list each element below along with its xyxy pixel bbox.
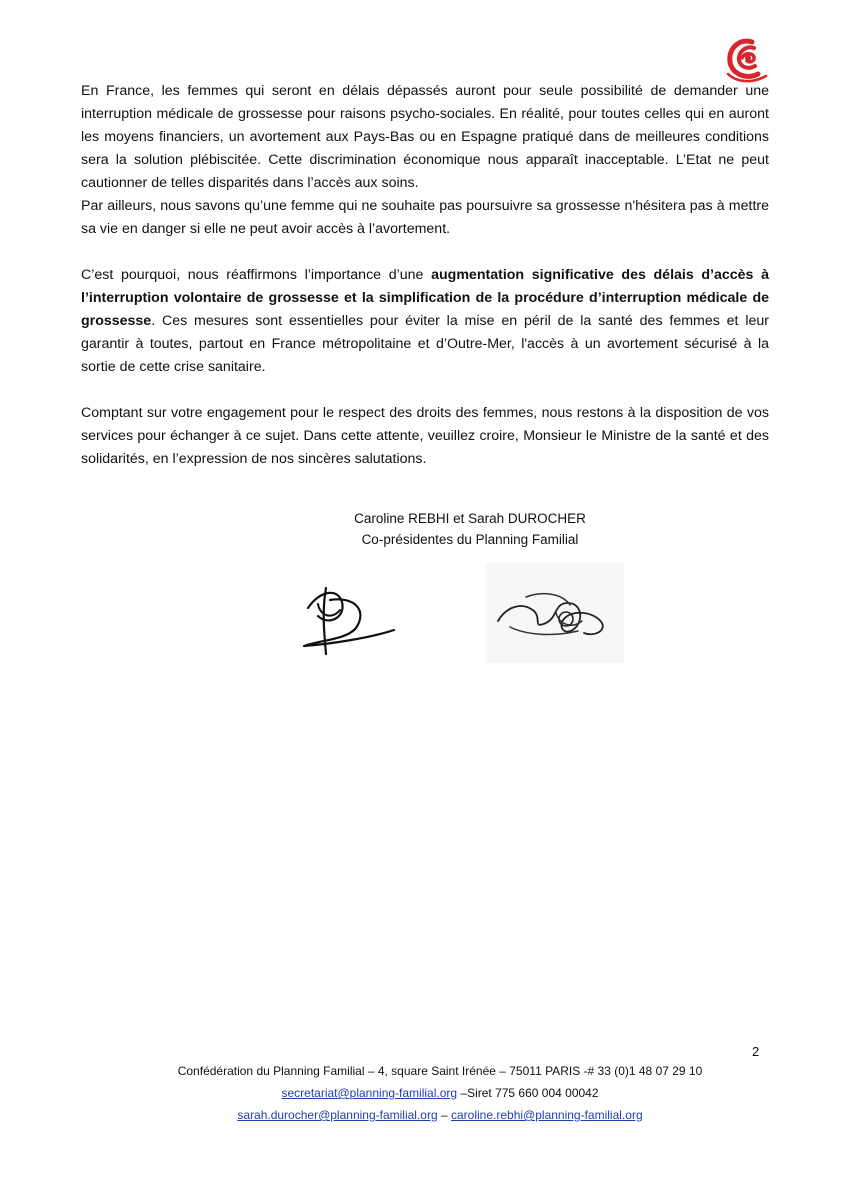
signature-block	[300, 508, 640, 550]
paragraph-danger: Par ailleurs, nous savons qu’une femme qui ne souhaite pas poursuivre sa grossesse n'hésitera pas à mettre sa vie en danger si elle ne peut avoir accès à l’avortement.	[81, 198, 769, 237]
footer-address: Confédération du Planning Familial – 4, square Saint Irénée – 75011 PARIS -# 33 (0)1 48 07 29 10	[177, 1064, 703, 1078]
footer-copresident-emails	[100, 1104, 780, 1126]
footer-contact-line	[100, 1082, 780, 1104]
paragraph-demands-intro: C’est pourquoi, nous réaffirmons l’importance d’une	[81, 267, 432, 283]
planning-familial-logo-icon	[722, 34, 772, 84]
paragraph-delais: En France, les femmes qui seront en délais dépassés auront pour seule possibilité de demander une interruption médicale de grossesse pour raisons psycho-sociales. En réalité, pour toutes celles qui en auront les moyens financiers, un avortement aux Pays-Bas ou en Espagne pratiqué dans de meilleures conditions sera la solution plébiscitée. Cette discrimination économique nous apparaît inacceptable. L’Etat ne peut cautionner de telles disparités dans l’accès aux soins.	[81, 83, 769, 191]
paragraph-demands-rest: . Ces mesures sont essentielles pour éviter la mise en péril de la santé des femmes et leur garantir à toutes, partout en France métropolitaine et d’Outre-Mer, l'accès à un avortement sécurisé à la sortie de cette crise sanitaire.	[81, 313, 769, 375]
paragraph-demands-emphasis: augmentation significative des délais d’accès à l’interruption volontaire de grossesse et la simplification de la procédure d’interruption médicale de grossesse	[81, 267, 769, 329]
durocher-email-link[interactable]: sarah.durocher@planning-familial.org	[237, 1108, 438, 1122]
signer-names: Caroline REBHI et Sarah DUROCHER	[354, 511, 586, 526]
signer-role: Co-présidentes du Planning Familial	[361, 532, 579, 547]
page-number: 2	[752, 1044, 760, 1059]
paragraph-closing: Comptant sur votre engagement pour le respect des droits des femmes, nous restons à la disposition de vos services pour échanger à ce sujet. Dans cette attente, veuillez croire, Monsieur le Ministre de la santé et des solidarités, en l’expression de nos sincères salutations.	[81, 405, 769, 467]
paragraph-demands	[81, 264, 769, 379]
secretariat-email-link[interactable]: secretariat@planning-familial.org	[281, 1086, 458, 1100]
footer	[100, 1060, 780, 1126]
letter-body	[81, 80, 769, 471]
rebhi-email-link[interactable]: caroline.rebhi@planning-familial.org	[451, 1108, 643, 1122]
footer-separator: –	[437, 1108, 451, 1122]
handwritten-signature-1	[290, 580, 400, 660]
handwritten-signature-2	[486, 563, 624, 663]
footer-siret: –Siret 775 660 004 00042	[457, 1086, 599, 1100]
